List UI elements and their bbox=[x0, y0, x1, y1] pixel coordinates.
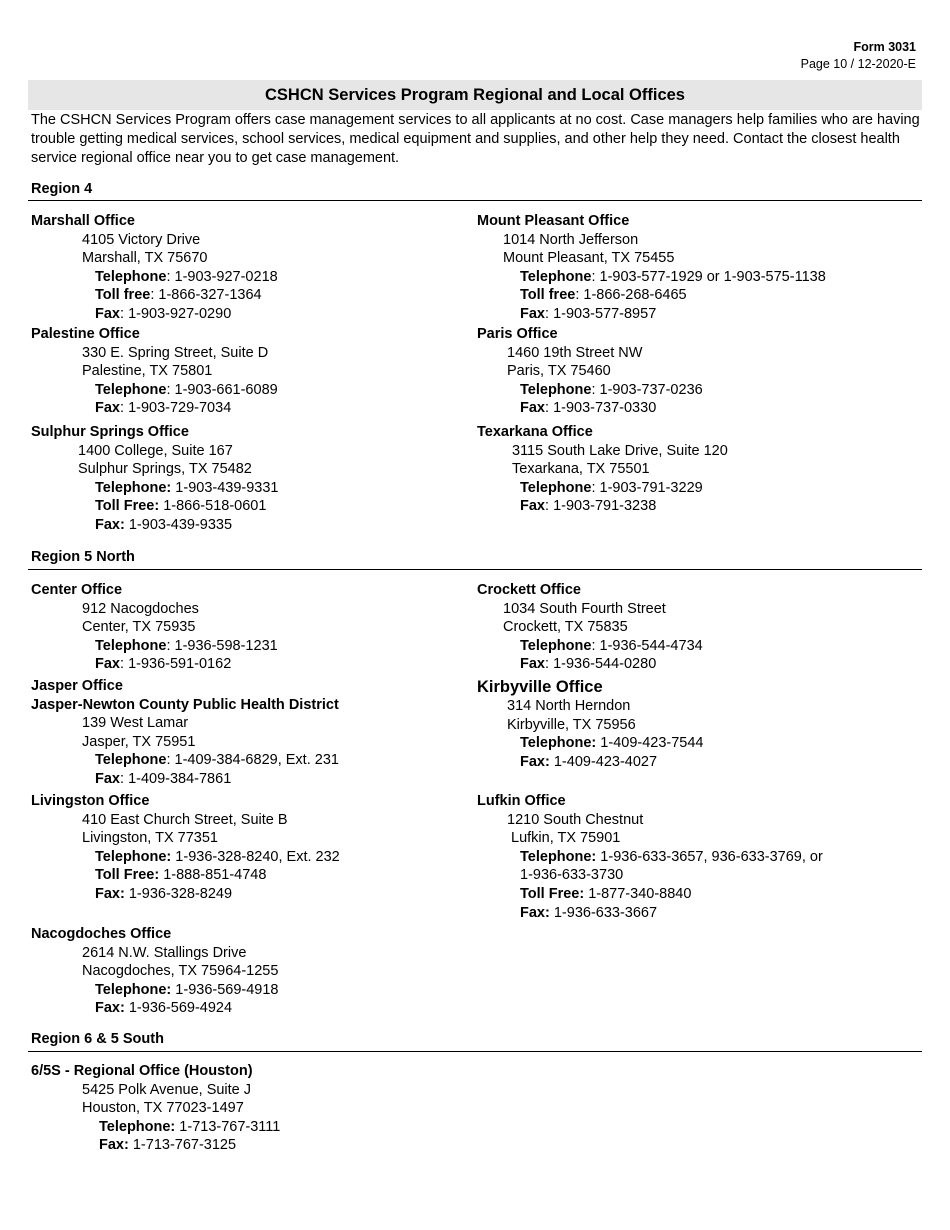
region-heading: Region 5 North bbox=[31, 549, 135, 565]
office-name: Lufkin Office bbox=[477, 793, 566, 809]
telephone-line: Telephone: 1-903-737-0236 bbox=[520, 381, 703, 398]
fax-number: 1-936-328-8249 bbox=[128, 885, 233, 902]
fax-line: Fax: 1-936-544-0280 bbox=[520, 656, 657, 673]
telephone-number: 1-903-927-0218 bbox=[174, 268, 278, 285]
telephone-line: Telephone: 1-936-633-3657, 936-633-3769, or bbox=[520, 848, 823, 865]
fax-number: 1-936-544-0280 bbox=[553, 656, 657, 673]
toll-free-line: Toll free: 1-866-327-1364 bbox=[95, 287, 262, 304]
fax-line: Fax: 1-936-591-0162 bbox=[95, 656, 232, 673]
toll-free-line: Toll free: 1-866-268-6465 bbox=[520, 287, 687, 304]
address-line-1: 1210 South Chestnut bbox=[507, 811, 644, 828]
region-heading: Region 4 bbox=[31, 181, 93, 197]
telephone-number: 1-409-384-6829, Ext. 231 bbox=[174, 752, 339, 769]
address-line-2: Jasper, TX 75951 bbox=[82, 733, 196, 750]
office-paris bbox=[477, 325, 703, 418]
fax-line: Fax: 1-713-767-3125 bbox=[99, 1137, 237, 1154]
office-name: Mount Pleasant Office bbox=[477, 213, 630, 229]
fax-line: Fax: 1-903-927-0290 bbox=[95, 305, 232, 322]
telephone-line: Telephone: 1-903-927-0218 bbox=[95, 268, 278, 285]
region-divider bbox=[28, 1051, 922, 1052]
address-line-1: 4105 Victory Drive bbox=[82, 231, 201, 248]
fax-number: 1-936-591-0162 bbox=[128, 656, 232, 673]
office-name: Livingston Office bbox=[31, 793, 150, 809]
address-line-1: 1400 College, Suite 167 bbox=[78, 442, 233, 459]
address-line-1: 5425 Polk Avenue, Suite J bbox=[82, 1081, 252, 1098]
telephone-number: 1-409-423-7544 bbox=[600, 735, 704, 752]
office-sulphur-springs bbox=[31, 423, 279, 535]
address-line-1: 2614 N.W. Stallings Drive bbox=[82, 944, 247, 961]
toll-free-number: 1-888-851-4748 bbox=[163, 867, 267, 884]
telephone-number: 1-936-328-8240, Ext. 232 bbox=[175, 848, 340, 865]
fax-number: 1-903-737-0330 bbox=[553, 400, 657, 417]
address-line-1: 139 West Lamar bbox=[82, 715, 189, 732]
intro-paragraph: The CSHCN Services Program offers case management services to all applicants at no cost. Case managers help families who are having trouble getting medical services, school services, medical equipment and supplies, and other help they need. Contact the closest health service regional office near you to get case management. bbox=[31, 112, 920, 166]
office-name: Jasper Office bbox=[31, 678, 123, 694]
toll-free-number: 1-866-518-0601 bbox=[163, 498, 267, 515]
address-line-1: 1460 19th Street NW bbox=[507, 344, 643, 361]
toll-free-line: Toll Free: 1-866-518-0601 bbox=[95, 498, 267, 515]
address-line-1: 410 East Church Street, Suite B bbox=[82, 811, 288, 828]
telephone-line: Telephone: 1-903-439-9331 bbox=[95, 479, 279, 496]
address-line-2: Mount Pleasant, TX 75455 bbox=[503, 250, 675, 267]
fax-number: 1-936-633-3667 bbox=[553, 904, 658, 921]
page-header bbox=[801, 39, 916, 73]
office-name: Paris Office bbox=[477, 326, 558, 342]
fax-line: Fax: 1-936-569-4924 bbox=[95, 1000, 233, 1017]
fax-line: Fax: 1-903-439-9335 bbox=[95, 516, 233, 533]
address-line-2: Kirbyville, TX 75956 bbox=[507, 716, 636, 733]
fax-line: Fax: 1-903-577-8957 bbox=[520, 305, 657, 322]
telephone-number: 1-936-598-1231 bbox=[174, 637, 278, 654]
office-palestine bbox=[31, 325, 278, 418]
office-name: Crockett Office bbox=[477, 582, 581, 598]
office-name: 6/5S - Regional Office (Houston) bbox=[31, 1063, 253, 1079]
telephone-line: Telephone: 1-713-767-3111 bbox=[99, 1118, 281, 1135]
address-line-2: Nacogdoches, TX 75964-1255 bbox=[82, 963, 279, 980]
fax-number: 1-936-569-4924 bbox=[128, 1000, 233, 1017]
address-line-2: Lufkin, TX 75901 bbox=[511, 830, 621, 847]
office-texarkana bbox=[477, 423, 728, 516]
address-line-2: Paris, TX 75460 bbox=[507, 363, 611, 380]
address-line-2: Texarkana, TX 75501 bbox=[512, 461, 650, 478]
fax-number: 1-409-423-4027 bbox=[553, 753, 658, 770]
telephone-line: Telephone: 1-903-791-3229 bbox=[520, 479, 703, 496]
office-name: Sulphur Springs Office bbox=[31, 424, 189, 440]
office-name: Marshall Office bbox=[31, 213, 135, 229]
fax-line: Fax: 1-409-384-7861 bbox=[95, 770, 232, 787]
telephone-number: 1-903-577-1929 or 1-903-575-1138 bbox=[599, 268, 826, 285]
telephone-number: 1-903-737-0236 bbox=[599, 381, 703, 398]
office-name: Palestine Office bbox=[31, 326, 140, 342]
toll-free-number: 1-877-340-8840 bbox=[588, 885, 692, 902]
fax-line: Fax: 1-903-729-7034 bbox=[95, 400, 232, 417]
page-title: CSHCN Services Program Regional and Local Offices bbox=[28, 80, 922, 110]
office-subname: Jasper-Newton County Public Health District bbox=[31, 696, 339, 713]
telephone-line: Telephone: 1-936-569-4918 bbox=[95, 981, 279, 998]
telephone-line: Telephone: 1-903-661-6089 bbox=[95, 381, 278, 398]
fax-number: 1-903-577-8957 bbox=[553, 305, 657, 322]
telephone-number: 1-936-633-3657, 936-633-3769, or bbox=[600, 848, 823, 865]
region-heading: Region 6 & 5 South bbox=[31, 1031, 164, 1047]
office-marshall bbox=[31, 212, 278, 324]
office-livingston bbox=[31, 792, 340, 904]
page-info: Page 10 / 12-2020-E bbox=[800, 57, 916, 71]
telephone-line: Telephone: 1-409-384-6829, Ext. 231 bbox=[95, 752, 339, 769]
fax-number: 1-903-729-7034 bbox=[128, 400, 232, 417]
office-name: Nacogdoches Office bbox=[31, 926, 172, 942]
address-line-2: Center, TX 75935 bbox=[82, 619, 196, 636]
fax-number: 1-903-927-0290 bbox=[128, 305, 232, 322]
telephone-line: Telephone: 1-936-544-4734 bbox=[520, 637, 703, 654]
address-line-2: Sulphur Springs, TX 75482 bbox=[78, 461, 252, 478]
office-crockett bbox=[477, 581, 703, 674]
address-line-2: Houston, TX 77023-1497 bbox=[82, 1100, 244, 1117]
telephone-line: Telephone: 1-936-328-8240, Ext. 232 bbox=[95, 848, 340, 865]
telephone-line-2: 1-936-633-3730 bbox=[520, 867, 624, 884]
toll-free-line: Toll Free: 1-888-851-4748 bbox=[95, 867, 267, 884]
telephone-number: 1-713-767-3111 bbox=[179, 1118, 281, 1135]
fax-number: 1-903-439-9335 bbox=[128, 516, 233, 533]
address-line-2: Marshall, TX 75670 bbox=[82, 250, 208, 267]
office-name: Kirbyville Office bbox=[477, 678, 603, 696]
office-kirbyville bbox=[477, 677, 704, 771]
fax-line: Fax: 1-936-328-8249 bbox=[95, 885, 233, 902]
fax-line: Fax: 1-903-791-3238 bbox=[520, 498, 657, 515]
office-name: Texarkana Office bbox=[477, 424, 593, 440]
office-lufkin bbox=[477, 792, 823, 922]
address-line-1: 1034 South Fourth Street bbox=[503, 600, 666, 617]
telephone-line: Telephone: 1-409-423-7544 bbox=[520, 735, 704, 752]
address-line-1: 1014 North Jefferson bbox=[503, 231, 639, 248]
form-number: Form 3031 bbox=[853, 40, 916, 54]
telephone-number: 1-903-439-9331 bbox=[175, 479, 279, 496]
region-divider bbox=[28, 569, 922, 570]
address-line-2: Palestine, TX 75801 bbox=[82, 363, 213, 380]
office-jasper bbox=[31, 677, 339, 789]
fax-line: Fax: 1-903-737-0330 bbox=[520, 400, 657, 417]
office-mount-pleasant bbox=[477, 212, 826, 324]
office-nacogdoches bbox=[31, 925, 279, 1018]
fax-line: Fax: 1-936-633-3667 bbox=[520, 904, 658, 921]
address-line-1: 314 North Herndon bbox=[507, 698, 631, 714]
region-divider bbox=[28, 200, 922, 201]
telephone-line: Telephone: 1-903-577-1929 or 1-903-575-1138 bbox=[520, 268, 826, 285]
telephone-number: 1-936-569-4918 bbox=[175, 981, 279, 998]
address-line-2: Crockett, TX 75835 bbox=[503, 619, 628, 636]
telephone-line: Telephone: 1-936-598-1231 bbox=[95, 637, 278, 654]
address-line-2: Livingston, TX 77351 bbox=[82, 830, 218, 847]
office-center bbox=[31, 581, 278, 674]
fax-number: 1-903-791-3238 bbox=[553, 498, 657, 515]
fax-number: 1-713-767-3125 bbox=[132, 1137, 237, 1154]
telephone-number: 1-903-661-6089 bbox=[174, 381, 278, 398]
address-line-1: 912 Nacogdoches bbox=[82, 600, 199, 617]
office-houston bbox=[31, 1062, 280, 1155]
telephone-number: 1-903-791-3229 bbox=[599, 479, 703, 496]
telephone-number: 1-936-544-4734 bbox=[599, 637, 703, 654]
fax-line: Fax: 1-409-423-4027 bbox=[520, 753, 658, 770]
address-line-1: 3115 South Lake Drive, Suite 120 bbox=[512, 442, 728, 459]
toll-free-number: 1-866-268-6465 bbox=[583, 287, 687, 304]
toll-free-number: 1-866-327-1364 bbox=[158, 287, 262, 304]
office-name: Center Office bbox=[31, 582, 123, 598]
fax-number: 1-409-384-7861 bbox=[128, 770, 232, 787]
toll-free-line: Toll Free: 1-877-340-8840 bbox=[520, 885, 692, 902]
address-line-1: 330 E. Spring Street, Suite D bbox=[82, 344, 269, 361]
